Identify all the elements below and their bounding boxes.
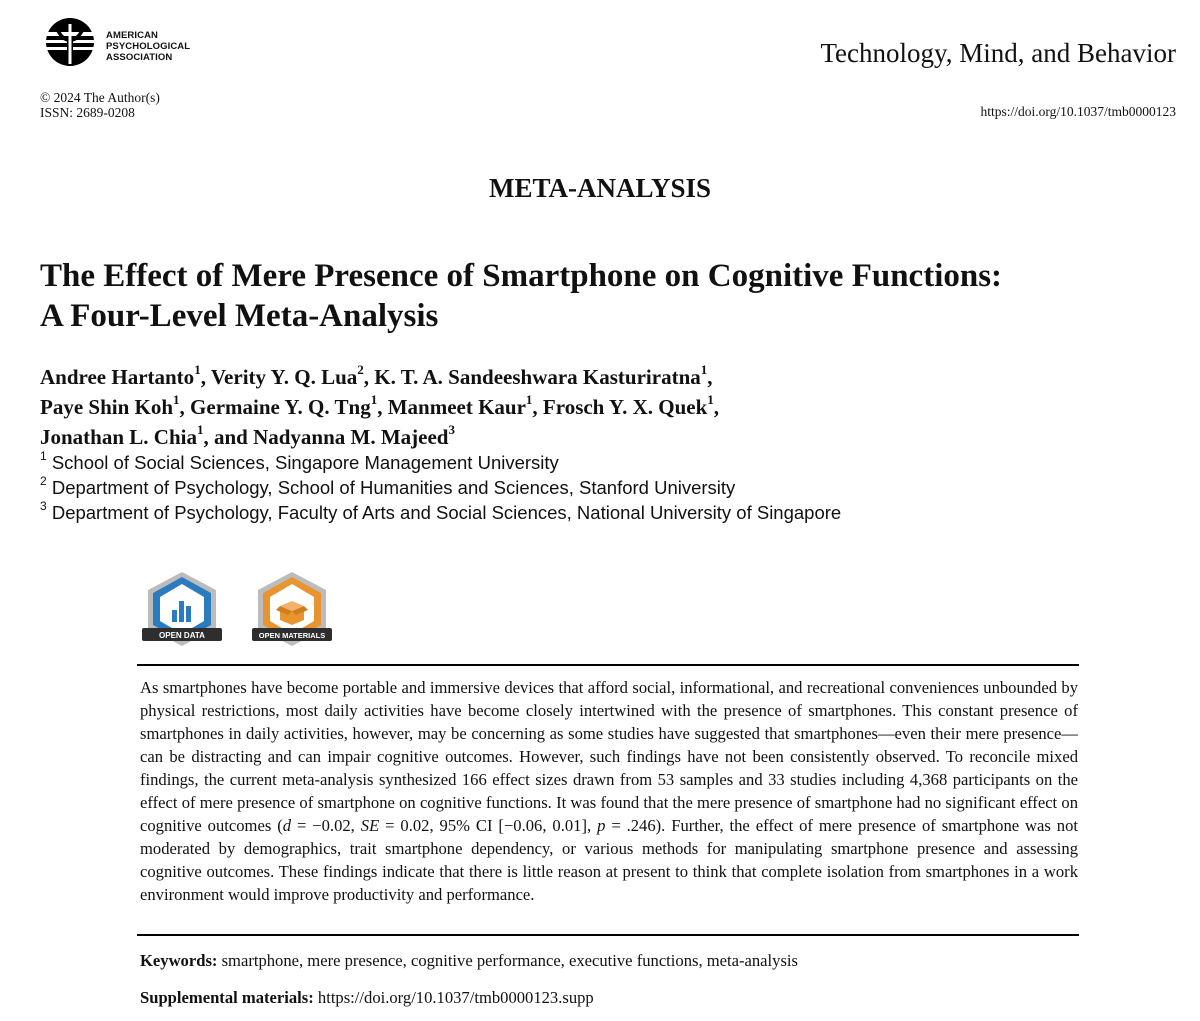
author-name[interactable]: K. T. A. Sandeeshwara Kasturiratna — [374, 365, 701, 389]
journal-name: Technology, Mind, and Behavior — [820, 38, 1176, 68]
open-data-badge[interactable] — [140, 568, 224, 650]
stat-value-se: = 0.02, 95% CI [−0.06, 0.01], — [379, 816, 598, 835]
section-heading: META-ANALYSIS — [488, 173, 712, 203]
author-line-1: Andree Hartanto$^1$, Verity Y. Q. Lua$^2$, K. T. A. Sandeeshwara Kasturiratna$^1$, — [40, 362, 713, 389]
article-title — [40, 256, 1170, 336]
stat-value-d: = −0.02, — [291, 816, 361, 835]
article-doi-link[interactable]: https://doi.org/10.1037/tmb0000123 — [980, 104, 1176, 119]
affiliation-item — [40, 450, 841, 475]
badge-label: OPEN MATERIALS — [258, 631, 326, 640]
affiliation-number: 3 — [40, 498, 47, 513]
affiliation-number: 2 — [40, 473, 47, 488]
abstract-bottom-rule — [137, 934, 1079, 936]
keywords — [140, 951, 798, 971]
copyright: © 2024 The Author(s) — [40, 90, 160, 105]
apa-wordmark — [106, 30, 190, 63]
affiliation-list — [40, 450, 841, 525]
title-line-1: The Effect of Mere Presence of Smartphone on Cognitive Functions: — [40, 258, 1003, 294]
abstract-text-1: As smartphones have become portable and immersive devices that afford social, informational, and recreational conveniences unbounded by physical restrictions, most daily activities have become closely intertwined with the presence of smartphones. This constant presence of smartphones in daily activities, however, may be concerning as some studies have suggested that smartphones—even their mere presence—can be distracting and can impair cognitive outcomes. However, such findings have not been consistently observed. To reconcile mixed findings, the current meta-analysis synthesized 166 effect sizes drawn from 53 samples and 33 studies including 4,368 participants on the effect of mere presence of smartphone on cognitive functions. It was found that the mere presence of smartphone had no significant effect on cognitive outcomes ( — [140, 678, 1078, 835]
author-name[interactable]: Nadyanna M. Majeed — [253, 425, 449, 449]
supplemental-link[interactable]: https://doi.org/10.1037/tmb0000123.supp — [313, 988, 594, 1007]
affiliation-text: Department of Psychology, School of Humanities and Sciences, Stanford University — [51, 477, 736, 498]
author-name[interactable]: Jonathan L. Chia — [40, 425, 197, 449]
keywords-label: Keywords: — [140, 951, 218, 970]
author-name[interactable]: Germaine Y. Q. Tng — [190, 395, 371, 419]
affiliation-item — [40, 475, 841, 500]
stat-symbol-p: p — [597, 816, 606, 835]
author-list — [40, 362, 719, 452]
author-affiliation-marker: 2 — [357, 362, 364, 377]
supplemental-materials — [140, 988, 594, 1008]
author-affiliation-marker: 1 — [196, 422, 204, 437]
affiliation-text: School of Social Sciences, Singapore Management University — [51, 452, 559, 473]
apa-logo-icon — [40, 16, 100, 68]
badge-label: OPEN DATA — [159, 631, 205, 640]
keywords-text: smartphone, mere presence, cognitive performance, executive functions, meta-analysis — [217, 951, 798, 970]
publisher-line-2: PSYCHOLOGICAL — [106, 41, 191, 52]
author-line-2: Paye Shin Koh$^1$, Germaine Y. Q. Tng$^1$, Manmeet Kaur$^1$, Frosch Y. X. Quek$^1$, — [40, 392, 720, 419]
publisher-line-1: AMERICAN — [106, 30, 158, 41]
author-affiliation-marker: 1 — [173, 392, 180, 407]
title-line-2: A Four-Level Meta-Analysis — [40, 298, 439, 334]
author-affiliation-marker: 1 — [707, 392, 714, 407]
affiliation-number: 1 — [40, 448, 47, 463]
author-name[interactable]: Paye Shin Koh — [40, 395, 174, 419]
author-name[interactable]: Frosch Y. X. Quek — [542, 395, 708, 419]
author-affiliation-marker: 1 — [700, 362, 708, 377]
issn: ISSN: 2689-0208 — [40, 105, 135, 120]
stat-symbol-se: SE — [360, 816, 380, 835]
author-joiner: and — [213, 425, 248, 449]
author-name[interactable]: Manmeet Kaur — [387, 395, 526, 419]
author-affiliation-marker: 3 — [448, 422, 455, 437]
affiliation-text: Department of Psychology, Faculty of Arts and Social Sciences, National University of Singapore — [51, 502, 842, 523]
copyright-block — [40, 90, 160, 120]
author-name[interactable]: Andree Hartanto — [40, 365, 195, 389]
author-affiliation-marker: 1 — [194, 362, 201, 377]
open-materials-badge[interactable] — [250, 568, 334, 650]
author-affiliation-marker: 1 — [525, 392, 533, 407]
author-line-3: Jonathan L. Chia$^1$, and Nadyanna M. Majeed$^3$ — [40, 422, 455, 449]
supplemental-label: Supplemental materials: — [140, 988, 314, 1007]
author-name[interactable]: Verity Y. Q. Lua — [210, 365, 358, 389]
author-affiliation-marker: 1 — [370, 392, 378, 407]
abstract-text-2: = .246). Further, the effect of mere presence of smartphone was not moderated by demographics, trait smartphone dependency, or various methods for manipulating smartphone presence and assessing cognitive outcomes. These findings indicate that there is little reason at present to think that complete isolation from smartphones in a work environment would improve productivity and performance. — [140, 816, 1079, 904]
abstract — [140, 676, 1078, 906]
stat-symbol-d: d — [282, 816, 292, 835]
publisher-line-3: ASSOCIATION — [106, 52, 173, 63]
abstract-top-rule — [137, 664, 1079, 666]
apa-logo — [40, 16, 290, 68]
affiliation-item — [40, 500, 841, 525]
